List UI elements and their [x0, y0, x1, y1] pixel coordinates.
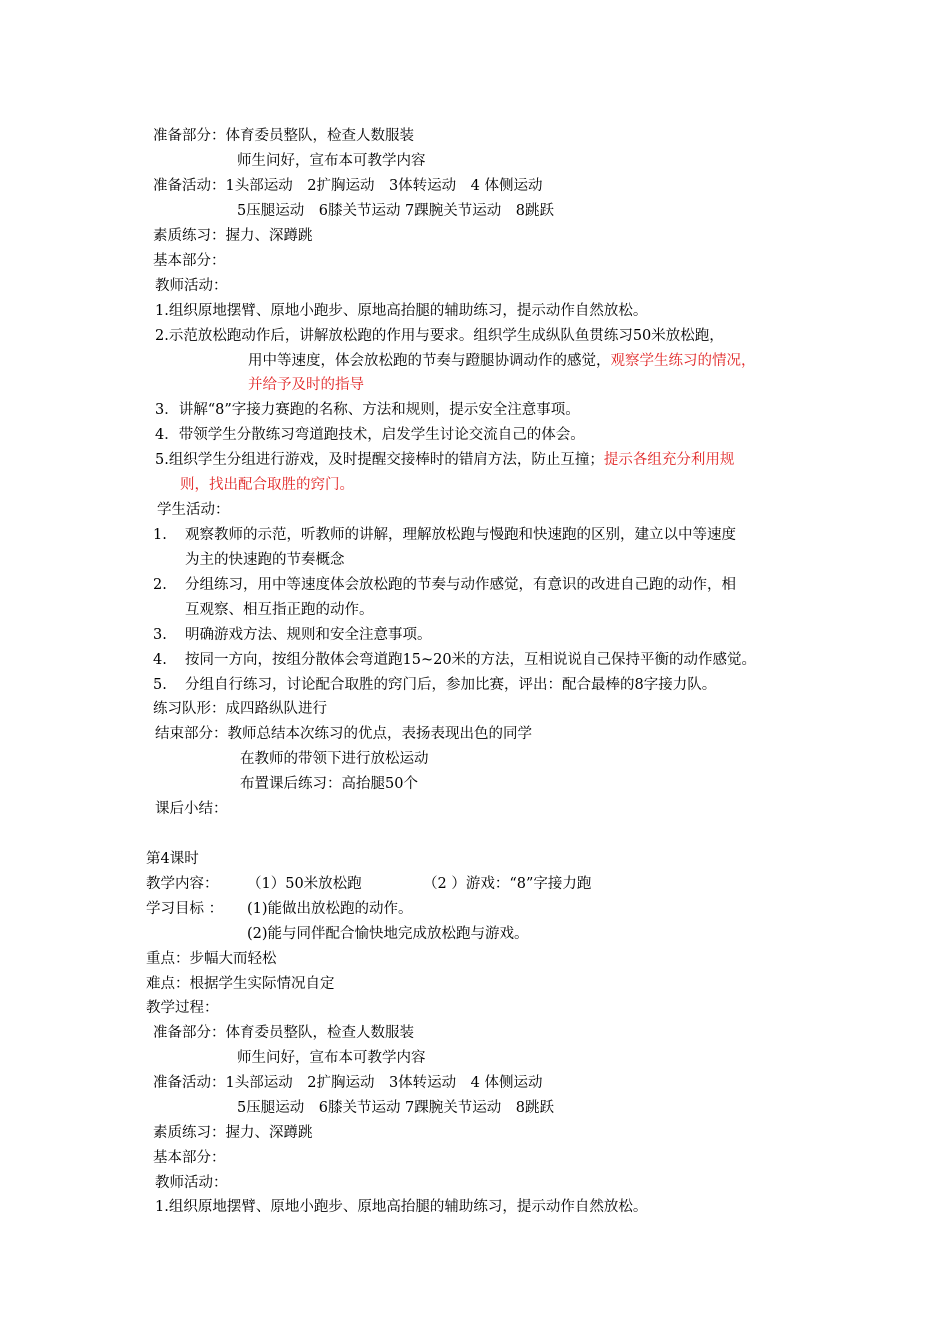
prep-activity-line-2: 5压腿运动 6膝关节运动 7踝腕关节运动 8跳跃	[237, 1100, 555, 1116]
prep-activity-line: 准备活动：1头部运动 2扩胸运动 3体转运动 4 体侧运动	[153, 1075, 543, 1091]
teacher-item-2-highlight-cont: 并给予及时的指导	[248, 377, 364, 393]
student-item-2: 分组练习，用中等速度体会放松跑的节奏与动作感觉，有意识的改进自己跑的动作，相	[185, 577, 736, 593]
prep-part-line: 准备部分：体育委员整队，检查人数服装	[153, 1025, 414, 1041]
teacher-item-4: 4．带领学生分散练习弯道跑技术，启发学生讨论交流自己的体会。	[155, 427, 585, 443]
prep-activity-line: 准备活动：1头部运动 2扩胸运动 3体转运动 4 体侧运动	[153, 178, 543, 194]
student-item-3-number: 3.	[153, 627, 167, 643]
lesson-title: 第4课时	[146, 851, 199, 867]
teaching-content-1: （1）50米放松跑	[247, 876, 362, 892]
prep-part-line-2: 师生问好，宣布本可教学内容	[237, 1050, 426, 1066]
student-item-2-number: 2.	[153, 577, 167, 593]
teacher-item-5-highlight: 提示各组充分利用规	[603, 452, 735, 468]
quality-practice-line: 素质练习：握力、深蹲跳	[153, 228, 313, 244]
student-item-5-number: 5.	[153, 677, 167, 693]
student-item-4: 按同一方向，按组分散体会弯道跑15~20米的方法，互相说说自己保持平衡的动作感觉。	[185, 652, 757, 668]
student-item-4-number: 4.	[153, 652, 167, 668]
end-part-line: 结束部分：教师总结本次练习的优点，表扬表现出色的同学	[155, 726, 532, 742]
prep-part-line: 准备部分：体育委员整队，检查人数服装	[153, 128, 414, 144]
basic-part-heading: 基本部分：	[153, 1150, 226, 1166]
quality-practice-line: 素质练习：握力、深蹲跳	[153, 1125, 313, 1141]
prep-part-line-2: 师生问好，宣布本可教学内容	[237, 153, 426, 169]
teaching-content-2: （2 ）游戏：“8”字接力跑	[423, 876, 592, 892]
teacher-item-1: 1.组织原地摆臂、原地小跑步、原地高抬腿的辅助练习，提示动作自然放松。	[155, 1199, 648, 1215]
teacher-item-5-highlight-cont: 则，找出配合取胜的窍门。	[180, 477, 354, 493]
learning-goal-2: (2)能与同伴配合愉快地完成放松跑与游戏。	[247, 926, 529, 942]
teacher-item-2-cont	[248, 351, 756, 371]
end-part-line-2: 在教师的带领下进行放松运动	[240, 751, 429, 767]
key-point-line: 重点：步幅大而轻松	[146, 951, 277, 967]
teacher-activity-heading: 教师活动：	[155, 278, 228, 294]
summary-line: 课后小结：	[155, 801, 228, 817]
teacher-item-2: 2.示范放松跑动作后，讲解放松跑的作用与要求。组织学生成纵队鱼贯练习50米放松跑，	[155, 328, 724, 344]
teacher-activity-heading: 教师活动：	[155, 1175, 228, 1191]
teacher-item-5-text: 5.组织学生分组进行游戏，及时提醒交接棒时的错肩方法，防止互撞；	[155, 452, 604, 468]
student-item-1-cont: 为主的快速跑的节奏概念	[185, 552, 345, 568]
teaching-content-label: 教学内容：	[146, 876, 219, 892]
teacher-item-2-text: 用中等速度，体会放松跑的节奏与蹬腿协调动作的感觉，	[248, 353, 611, 369]
difficulty-line: 难点：根据学生实际情况自定	[146, 976, 335, 992]
student-item-5: 分组自行练习，讨论配合取胜的窍门后，参加比赛，评出：配合最棒的8字接力队。	[185, 677, 717, 693]
student-activity-heading: 学生活动：	[157, 502, 230, 518]
learning-goal-label: 学习目标 ：	[146, 901, 224, 917]
student-item-1: 观察教师的示范，听教师的讲解，理解放松跑与慢跑和快速跑的区别，建立以中等速度	[185, 527, 736, 543]
end-part-line-3: 布置课后练习：高抬腿50个	[240, 776, 418, 792]
teacher-item-3: 3．讲解“8”字接力赛跑的名称、方法和规则，提示安全注意事项。	[155, 402, 580, 418]
teacher-item-2-highlight: 观察学生练习的情况，	[610, 353, 756, 369]
student-item-2-cont: 互观察、相互指正跑的动作。	[185, 602, 374, 618]
student-item-3: 明确游戏方法、规则和安全注意事项。	[185, 627, 432, 643]
teacher-item-5	[155, 450, 734, 470]
process-heading: 教学过程：	[146, 1000, 219, 1016]
teacher-item-1: 1.组织原地摆臂、原地小跑步、原地高抬腿的辅助练习，提示动作自然放松。	[155, 303, 648, 319]
student-item-1-number: 1.	[153, 527, 167, 543]
formation-line: 练习队形：成四路纵队进行	[153, 701, 327, 717]
learning-goal-1: (1)能做出放松跑的动作。	[247, 901, 413, 917]
basic-part-heading: 基本部分：	[153, 253, 226, 269]
prep-activity-line-2: 5压腿运动 6膝关节运动 7踝腕关节运动 8跳跃	[237, 203, 555, 219]
